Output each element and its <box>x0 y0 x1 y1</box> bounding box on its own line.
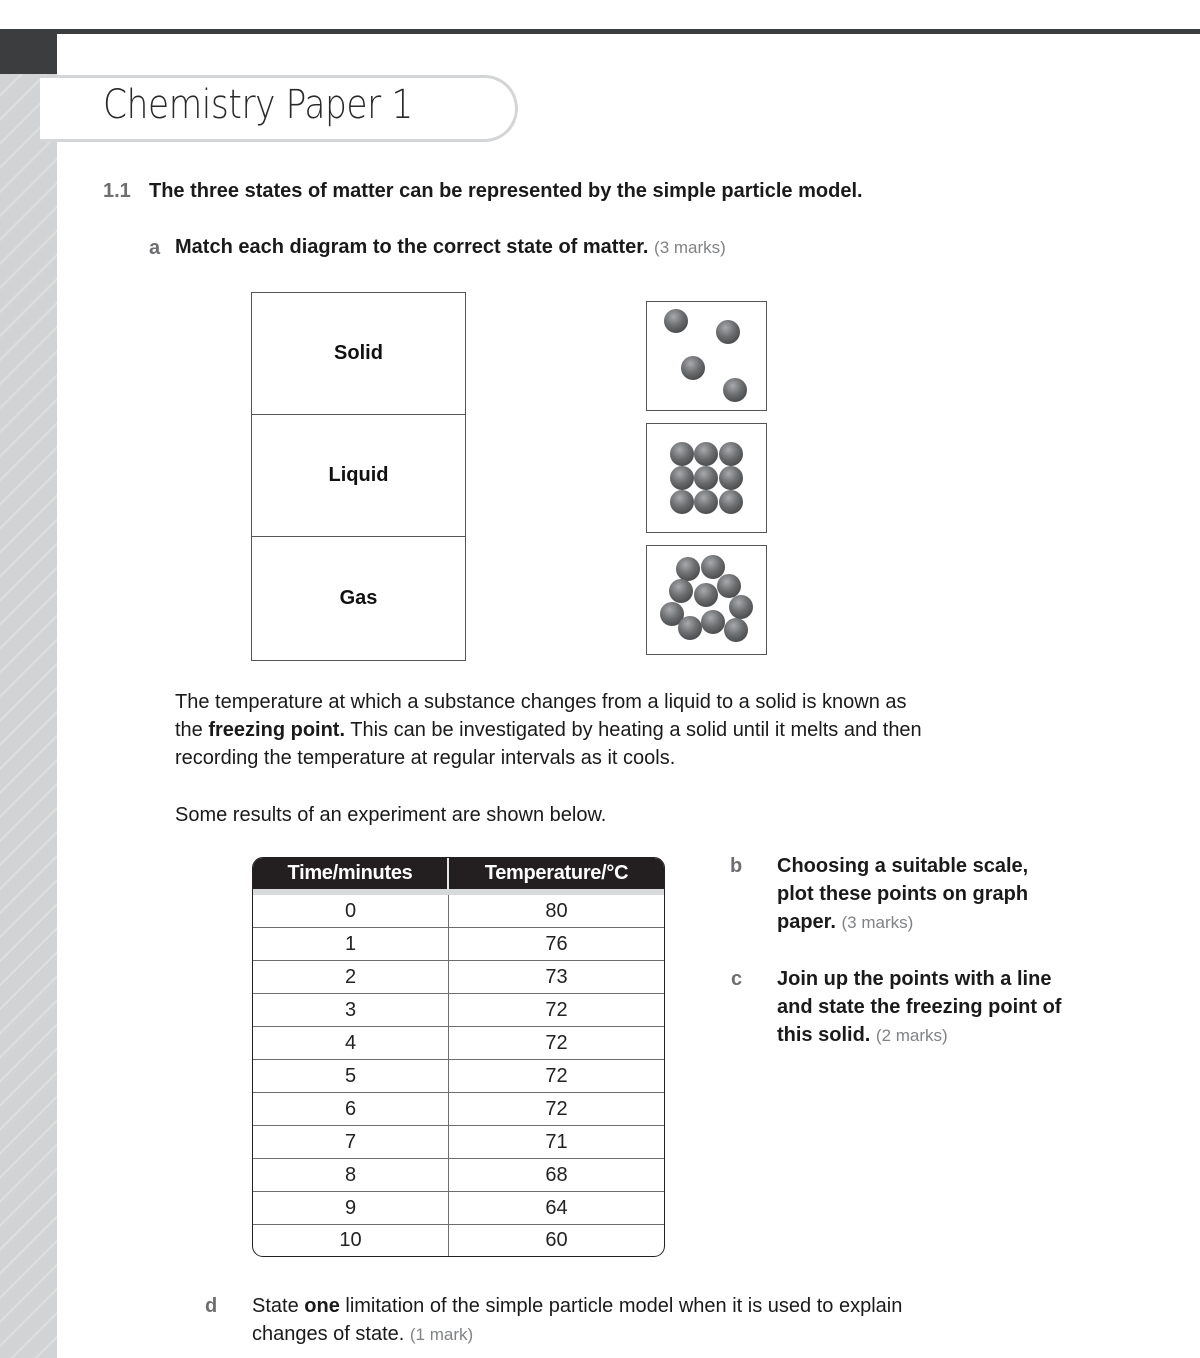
table-row <box>253 1093 664 1126</box>
intro-line-1: The temperature at which a substance changes from a liquid to a solid is known as <box>175 691 907 713</box>
part-a-prompt: Match each diagram to the correct state of matter. <box>175 236 649 258</box>
temp-cell: 71 <box>545 1130 568 1153</box>
table-row <box>253 1159 664 1192</box>
table-row <box>253 961 664 994</box>
part-b-letter: b <box>730 855 743 877</box>
table-row <box>253 1192 664 1225</box>
part-b-line: Choosing a suitable scale, <box>777 855 1029 877</box>
time-cell: 2 <box>253 961 449 993</box>
emphasis-one: one <box>304 1295 340 1317</box>
table-row <box>253 994 664 1027</box>
temp-cell: 72 <box>545 1064 568 1087</box>
part-c-marks: (2 marks) <box>875 1026 948 1045</box>
results-table-header <box>253 858 664 895</box>
temp-cell: 64 <box>545 1196 568 1219</box>
part-b-text <box>777 852 1028 937</box>
header-time: Time/minutes <box>253 858 449 889</box>
part-c-line: and state the freezing point of <box>777 996 1062 1018</box>
part-a-marks: (3 marks) <box>654 238 726 257</box>
states-of-matter-table <box>251 292 466 661</box>
header-temperature: Temperature/°C <box>484 862 629 884</box>
freezing-point-term: freezing point. <box>208 719 346 741</box>
table-row <box>253 895 664 928</box>
time-cell: 10 <box>253 1225 449 1256</box>
side-margin-band <box>0 74 57 1358</box>
part-c-text <box>777 965 1061 1050</box>
time-cell: 5 <box>253 1060 449 1092</box>
particle-diagram-grid[interactable] <box>646 423 767 533</box>
table-row <box>253 1225 664 1256</box>
part-d-line-1: State one limitation of the simple particle model when it is used to explain <box>252 1295 903 1317</box>
time-cell: 6 <box>253 1093 449 1125</box>
intro-line-3: recording the temperature at regular intervals as it cools. <box>175 747 676 769</box>
table-row <box>253 1126 664 1159</box>
question-number: 1.1 <box>103 180 131 202</box>
results-table <box>252 857 665 1257</box>
temp-cell: 72 <box>545 1097 568 1120</box>
table-row <box>253 1060 664 1093</box>
liquid-particles-icon <box>646 545 767 655</box>
time-cell: 4 <box>253 1027 449 1059</box>
solid-particles-icon <box>646 423 767 533</box>
temp-cell: 72 <box>545 998 568 1021</box>
temp-cell: 72 <box>545 1031 568 1054</box>
part-b-marks: (3 marks) <box>841 913 914 932</box>
top-rule <box>0 29 1200 34</box>
part-c-letter: c <box>731 968 743 990</box>
header-corner-block <box>0 29 57 74</box>
time-cell: 3 <box>253 994 449 1026</box>
temp-cell: 68 <box>545 1163 568 1186</box>
part-d-line-2: changes of state. (1 mark) <box>252 1323 474 1345</box>
temp-cell: 73 <box>545 965 568 988</box>
part-a-text <box>175 233 726 262</box>
temp-cell: 76 <box>545 932 568 955</box>
question-stem: The three states of matter can be represented by the simple particle model. <box>149 180 863 202</box>
part-d-marks: (1 mark) <box>409 1325 474 1344</box>
time-cell: 1 <box>253 928 449 960</box>
particle-diagram-spread[interactable] <box>646 301 767 411</box>
time-cell: 8 <box>253 1159 449 1191</box>
table-row <box>253 1027 664 1060</box>
part-a-letter: a <box>149 237 161 259</box>
temp-cell: 80 <box>545 899 568 922</box>
part-c-line: Join up the points with a line <box>777 968 1052 990</box>
intro-line-2: the freezing point. This can be investigated by heating a solid until it melts and then <box>175 719 922 741</box>
state-solid[interactable]: Solid <box>252 293 465 415</box>
time-cell: 0 <box>253 895 449 927</box>
results-intro: Some results of an experiment are shown below. <box>175 804 607 826</box>
page-title: Chemistry Paper 1 <box>103 82 413 128</box>
state-gas[interactable]: Gas <box>339 587 378 609</box>
part-b-line: paper. (3 marks) <box>777 911 914 933</box>
state-liquid[interactable]: Liquid <box>252 415 465 537</box>
particle-diagram-cluster[interactable] <box>646 545 767 655</box>
part-b-line: plot these points on graph <box>777 883 1029 905</box>
part-d-letter: d <box>205 1295 218 1317</box>
part-d-text <box>252 1292 902 1349</box>
part-c-line: this solid. (2 marks) <box>777 1024 948 1046</box>
time-cell: 7 <box>253 1126 449 1158</box>
intro-paragraph <box>175 688 922 772</box>
temp-cell: 60 <box>545 1229 568 1251</box>
time-cell: 9 <box>253 1192 449 1224</box>
table-row <box>253 928 664 961</box>
gas-particles-icon <box>646 301 767 411</box>
